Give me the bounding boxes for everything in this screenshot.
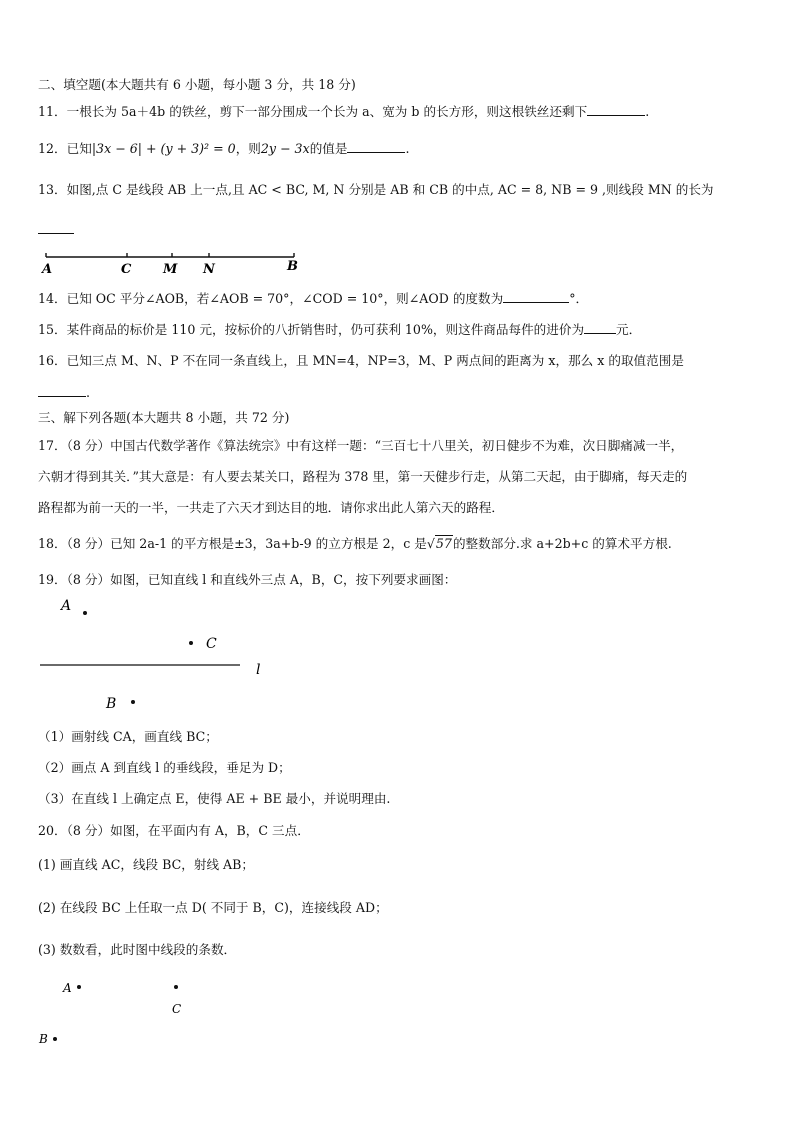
question-18	[38, 535, 764, 553]
section-2-heading: 二、填空题(本大题共有 6 小题，每小题 3 分，共 18 分)	[38, 77, 356, 92]
q20-point-a	[77, 985, 81, 989]
point-b	[131, 700, 135, 704]
question-12-expr1: |3x − 6| + (y + 3)² = 0	[91, 141, 236, 156]
question-12-suffix: 的值是	[309, 141, 348, 156]
question-16-answer-line	[38, 384, 764, 402]
answer-blank-16[interactable]	[38, 384, 86, 397]
sqrt-sign: √	[426, 536, 435, 551]
point-a-label: A	[61, 598, 72, 614]
question-19-text: 19．（8 分）如图，已知直线 l 和直线外三点 A，B，C，按下列要求画图：	[38, 572, 457, 587]
question-17-line-1: 17．（8 分）中国古代数学著作《算法统宗》中有这样一题：“三百七十八里关，初日健步不为难，次日脚痛减一半，	[38, 438, 684, 453]
question-12-end: .	[405, 141, 410, 156]
q20-point-a-label: A	[63, 981, 72, 995]
question-20-part-3: (3) 数数看，此时图中线段的条数．	[38, 942, 237, 957]
answer-blank-12[interactable]	[347, 140, 405, 153]
line-l-label: l	[256, 662, 261, 678]
question-12-expr2: 2y − 3x	[260, 141, 310, 156]
question-19-part-3: （3）在直线 l 上确定点 E，使得 AE + BE 最小，并说明理由.	[38, 791, 391, 806]
point-c-label: C	[206, 636, 217, 652]
segment-figure	[36, 246, 306, 278]
question-20-text: 20．（8 分）如图，在平面内有 A，B，C 三点．	[38, 823, 310, 838]
question-12-prefix: 12．已知	[38, 141, 92, 156]
question-20-part-2: (2) 在线段 BC 上任取一点 D( 不同于 B，C)，连接线段 AD；	[38, 900, 388, 915]
question-11	[38, 103, 764, 121]
three-points-figure	[36, 976, 206, 1052]
answer-blank-11[interactable]	[587, 103, 645, 116]
question-18-prefix: 18．（8 分）已知 2a-1 的平方根是±3，3a+b-9 的立方根是 2，c 是	[38, 536, 427, 551]
question-15-text: 15．某件商品的标价是 110 元，按标价的八折销售时，仍可获利 10%，则这件商品每件的进价为	[38, 322, 585, 337]
question-18-radicand: 57	[435, 536, 452, 551]
question-12-mid: ，则	[235, 141, 261, 156]
question-14	[38, 290, 764, 308]
line-points-figure	[36, 594, 276, 716]
question-15-end: 元．	[616, 322, 642, 337]
label-a: A	[42, 262, 53, 277]
question-14-end: °．	[569, 291, 589, 306]
question-18-suffix: 的整数部分.求 a+2b+c 的算术平方根.	[452, 536, 672, 551]
q20-point-b	[53, 1037, 57, 1041]
q20-point-c-label: C	[172, 1002, 182, 1016]
question-12	[38, 140, 764, 158]
label-m: M	[163, 262, 178, 277]
question-19-part-2: （2）画点 A 到直线 l 的垂线段，垂足为 D；	[38, 760, 291, 775]
question-20-part-1: (1) 画直线 AC，线段 BC，射线 AB；	[38, 857, 254, 872]
answer-blank-13[interactable]	[38, 233, 74, 234]
question-11-end: .	[645, 104, 650, 119]
question-14-text: 14．已知 OC 平分∠AOB，若∠AOB = 70°，∠COD = 10°，则∠AOD 的度数为	[38, 291, 504, 306]
question-17-line-3: 路程都为前一天的一半，一共走了六天才到达目的地．请你求出此人第六天的路程．	[38, 500, 504, 515]
label-n: N	[203, 262, 215, 277]
q20-point-b-label: B	[39, 1032, 48, 1046]
point-a	[83, 611, 87, 615]
question-16-text: 16．已知三点 M、N、P 不在同一条直线上，且 MN=4，NP=3，M、P 两点间的距离为 x，那么 x 的取值范围是	[38, 353, 684, 368]
question-11-text: 11．一根长为 5a＋4b 的铁丝，剪下一部分围成一个长为 a、宽为 b 的长方形，则这根铁丝还剩下	[38, 104, 588, 119]
question-19-part-1: （1）画射线 CA，画直线 BC；	[38, 729, 218, 744]
q20-point-c	[174, 985, 178, 989]
section-3-heading: 三、解下列各题(本大题共 8 小题，共 72 分)	[38, 410, 290, 425]
point-b-label: B	[106, 696, 117, 712]
question-16-end: .	[86, 385, 91, 400]
question-17-line-2: 六朝才得到其关．”其大意是：有人要去某关口，路程为 378 里，第一天健步行走，从第二天起，由于脚痛，每天走的	[38, 469, 688, 484]
answer-blank-14[interactable]	[503, 290, 569, 303]
label-b: B	[287, 259, 298, 274]
question-15	[38, 321, 764, 339]
label-c: C	[121, 262, 132, 277]
answer-blank-15[interactable]	[584, 321, 616, 334]
question-13-text: 13．如图,点 C 是线段 AB 上一点,且 AC < BC, M, N 分别是 AB 和 CB 的中点, AC = 8, NB = 9 ,则线段 MN 的长为	[38, 182, 714, 197]
point-c	[189, 641, 193, 645]
